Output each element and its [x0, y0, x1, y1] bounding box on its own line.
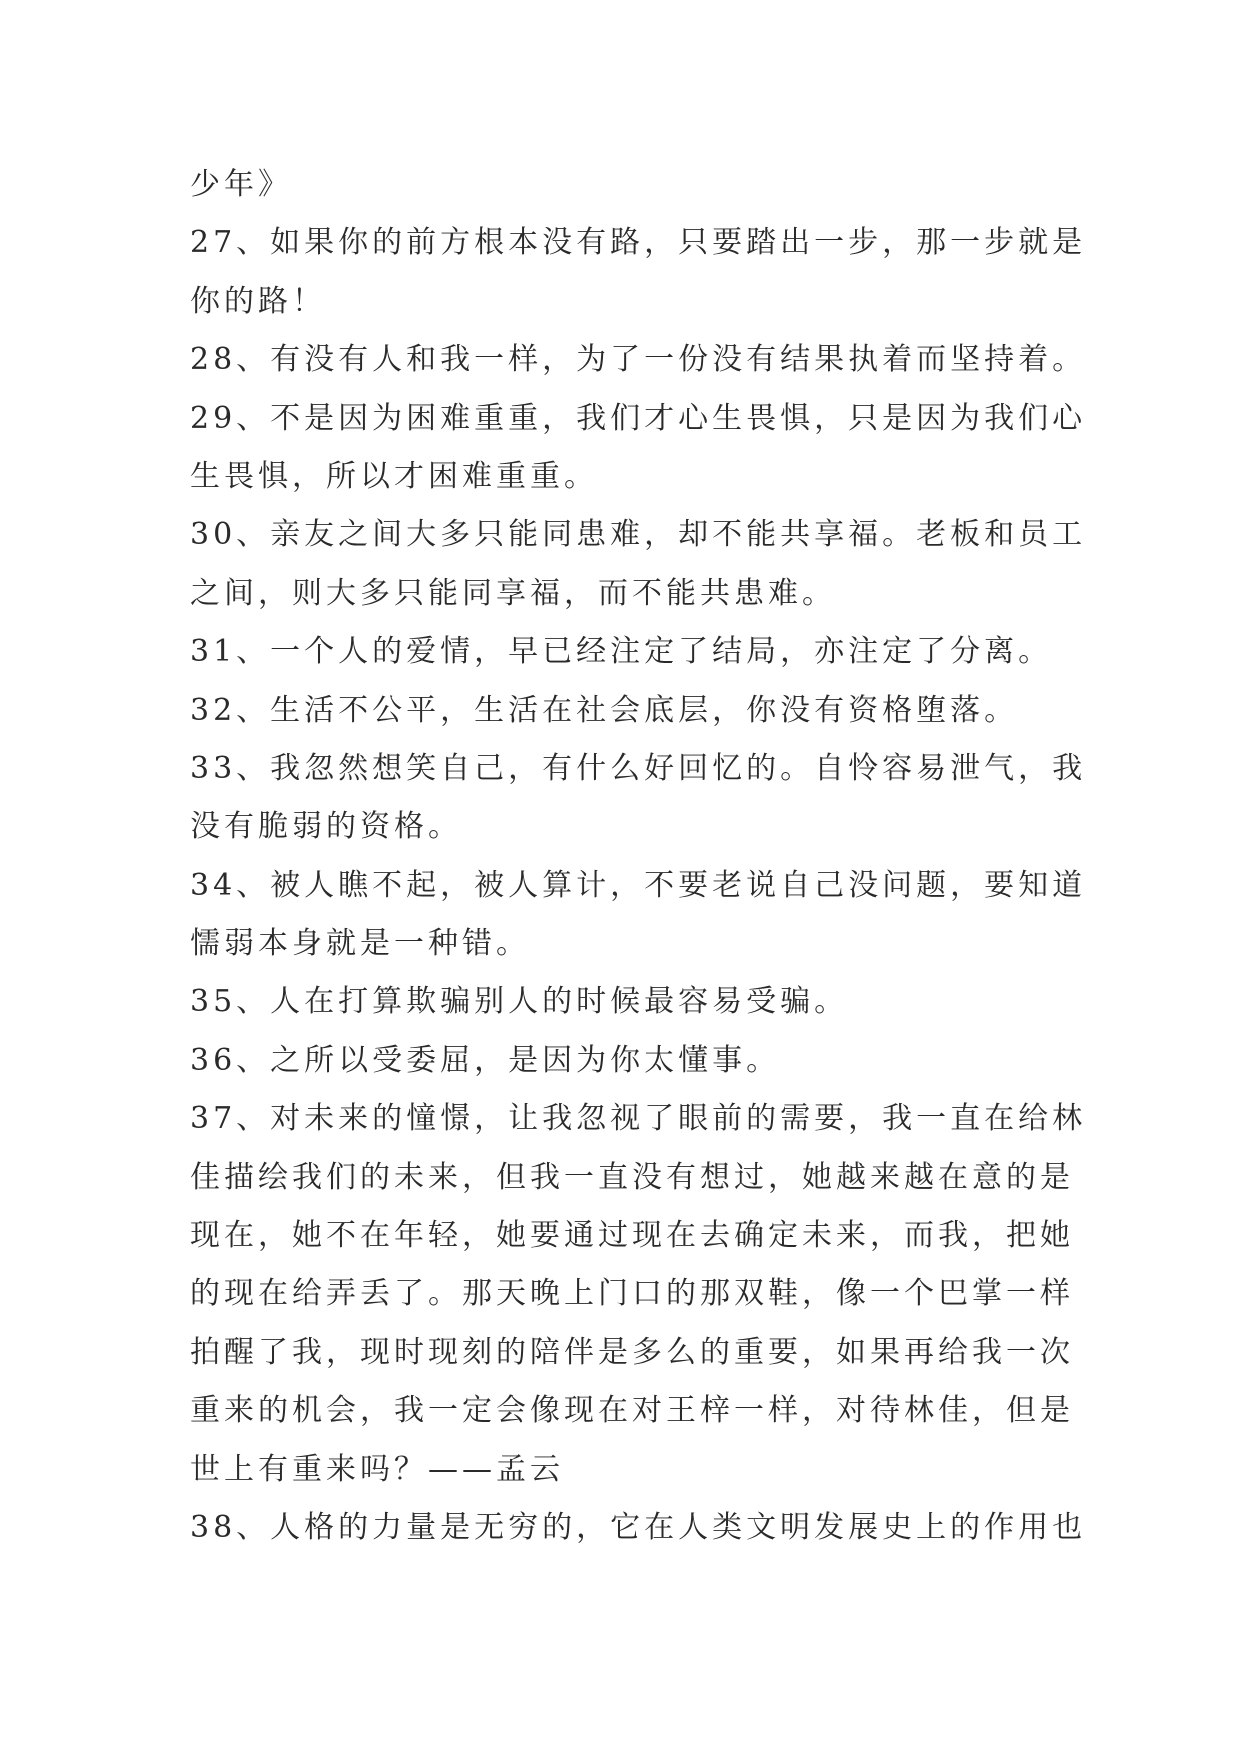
text-line: 29、不是因为困难重重，我们才心生畏惧，只是因为我们心: [190, 400, 1087, 436]
text-line: 重来的机会，我一定会像现在对王梓一样，对待林佳，但是: [190, 1393, 1074, 1429]
text-line: 的现在给弄丢了。那天晚上门口的那双鞋，像一个巴掌一样: [190, 1276, 1074, 1312]
text-line: 拍醒了我，现时现刻的陪伴是多么的重要，如果再给我一次: [190, 1334, 1074, 1370]
text-line: 你的路！: [190, 283, 326, 319]
text-line: 懦弱本身就是一种错。: [190, 926, 530, 962]
text-line: 35、人在打算欺骗别人的时候最容易受骗。: [190, 984, 849, 1020]
text-line: 37、对未来的憧憬，让我忽视了眼前的需要，我一直在给林: [190, 1101, 1087, 1137]
text-line: 33、我忽然想笑自己，有什么好回忆的。自怜容易泄气，我: [190, 750, 1087, 786]
text-line: 现在，她不在年轻，她要通过现在去确定未来，而我，把她: [190, 1218, 1074, 1254]
text-line: 36、之所以受委屈，是因为你太懂事。: [190, 1042, 781, 1078]
text-line: 少年》: [190, 167, 292, 202]
text-line: 生畏惧，所以才困难重重。: [190, 458, 598, 494]
text-line: 31、一个人的爱情，早已经注定了结局，亦注定了分离。: [190, 634, 1053, 670]
text-line: 30、亲友之间大多只能同患难，却不能共享福。老板和员工: [190, 517, 1087, 553]
text-line: 佳描绘我们的未来，但我一直没有想过，她越来越在意的是: [190, 1159, 1074, 1195]
text-line: 没有脆弱的资格。: [190, 809, 462, 845]
text-line: 34、被人瞧不起，被人算计，不要老说自己没问题，要知道: [190, 867, 1087, 903]
text-line: 27、如果你的前方根本没有路，只要踏出一步，那一步就是: [190, 225, 1087, 261]
text-line: 32、生活不公平，生活在社会底层，你没有资格堕落。: [190, 692, 1019, 728]
text-line: 之间，则大多只能同享福，而不能共患难。: [190, 575, 836, 611]
text-line: 38、人格的力量是无穷的，它在人类文明发展史上的作用也: [190, 1509, 1087, 1545]
text-line: 28、有没有人和我一样，为了一份没有结果执着而坚持着。: [190, 342, 1087, 378]
document-body: [190, 156, 1087, 1557]
text-line: 世上有重来吗？——孟云: [190, 1451, 564, 1487]
